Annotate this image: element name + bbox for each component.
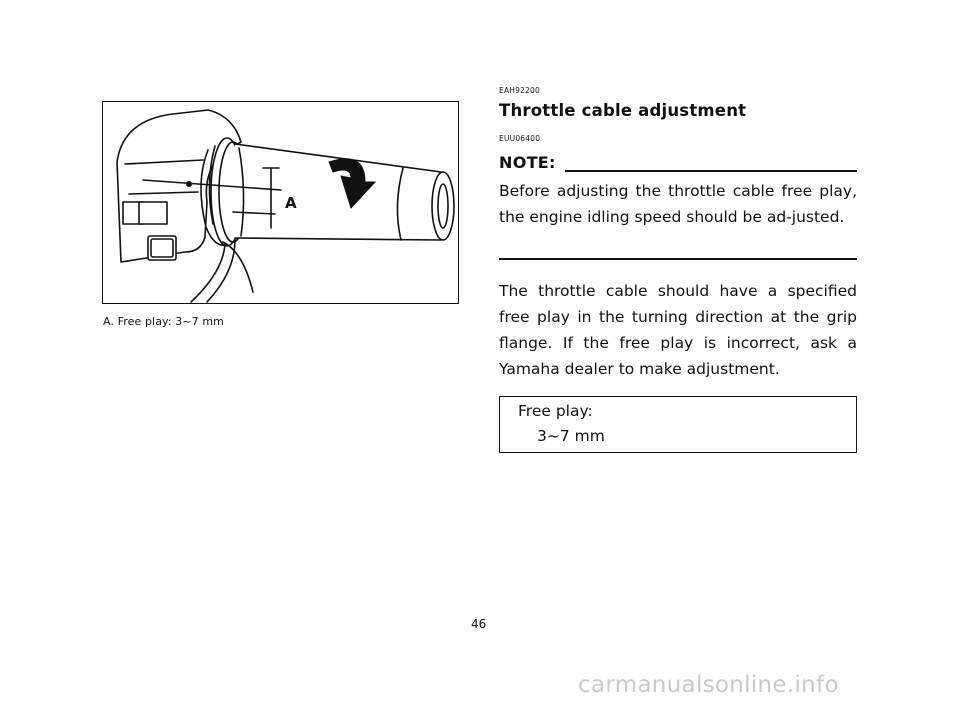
spec-value: 3~7 mm <box>537 427 605 445</box>
note-code: EUU06400 <box>499 134 541 143</box>
note-text: Before adjusting the throttle cable free play, the engine idling speed should be ad-justed. <box>499 182 857 226</box>
note-heading: NOTE: <box>499 153 556 172</box>
callout-label-a: A <box>285 194 297 212</box>
figure-caption: A. Free play: 3~7 mm <box>103 315 224 328</box>
spec-box <box>499 396 857 453</box>
section-title: Throttle cable adjustment <box>499 101 747 120</box>
note-heading-rule <box>565 170 857 172</box>
body-paragraph: The throttle cable should have a specified free play in the turning direction at the grip flange. If the free play is incorrect, ask a Yamaha dealer to make adjustment. <box>499 282 857 378</box>
throttle-grip-drawing <box>103 102 459 304</box>
throttle-grip-illustration <box>102 101 459 304</box>
watermark: carmanualsonline.info <box>578 672 839 698</box>
section-code: EAH92200 <box>499 86 540 95</box>
note-end-rule <box>499 258 857 260</box>
spec-label: Free play: <box>518 402 593 420</box>
page-number: 46 <box>471 617 487 631</box>
